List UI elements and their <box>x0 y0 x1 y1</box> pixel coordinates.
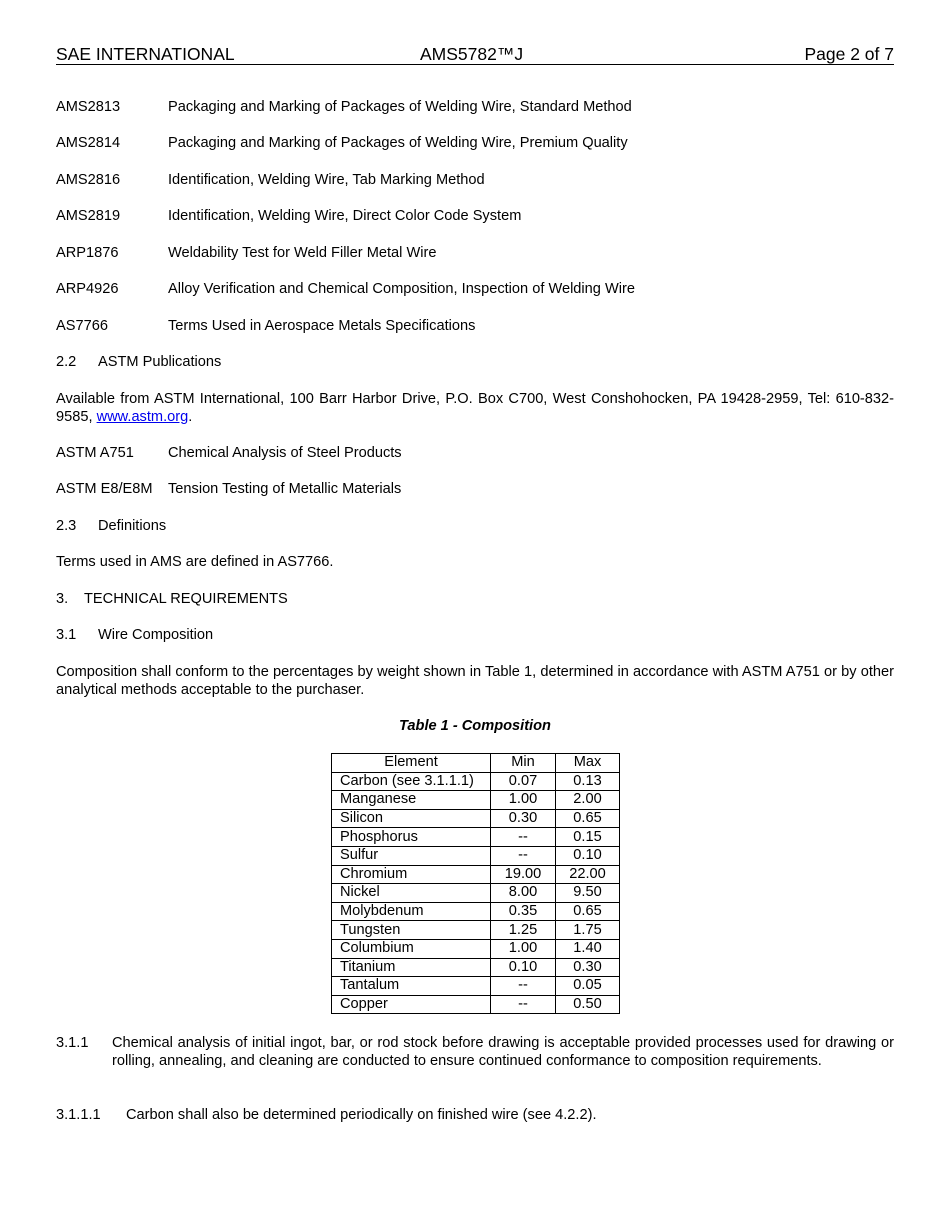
element-cell: Molybdenum <box>332 902 491 921</box>
section-number: 3.1 <box>56 627 77 643</box>
min-cell: -- <box>491 977 556 996</box>
reference-title: Terms Used in Aerospace Metals Specifications <box>168 318 476 334</box>
availability-end: . <box>188 409 193 425</box>
max-cell: 0.30 <box>556 958 620 977</box>
column-header-min: Min <box>491 754 556 773</box>
astm-website-link[interactable]: www.astm.org <box>96 409 189 425</box>
reference-code: ARP1876 <box>56 245 119 261</box>
section-text: Carbon shall also be determined periodically on finished wire (see 4.2.2). <box>126 1107 597 1123</box>
min-cell: 8.00 <box>491 884 556 903</box>
element-cell: Phosphorus <box>332 828 491 847</box>
max-cell: 0.15 <box>556 828 620 847</box>
section-title: TECHNICAL REQUIREMENTS <box>84 591 288 607</box>
section-title: Wire Composition <box>98 627 214 643</box>
max-cell: 2.00 <box>556 791 620 810</box>
element-cell: Silicon <box>332 809 491 828</box>
min-cell: 0.10 <box>491 958 556 977</box>
element-cell: Chromium <box>332 865 491 884</box>
max-cell: 0.10 <box>556 846 620 865</box>
reference-title: Alloy Verification and Chemical Composition, Inspection of Welding Wire <box>168 281 635 297</box>
min-cell: 1.00 <box>491 791 556 810</box>
max-cell: 1.40 <box>556 939 620 958</box>
table-caption: Table 1 - Composition <box>399 718 551 734</box>
max-cell: 0.65 <box>556 809 620 828</box>
reference-title: Packaging and Marking of Packages of Welding Wire, Premium Quality <box>168 135 628 151</box>
min-cell: 1.25 <box>491 921 556 940</box>
max-cell: 0.05 <box>556 977 620 996</box>
min-cell: -- <box>491 995 556 1014</box>
reference-title: Weldability Test for Weld Filler Metal Wire <box>168 245 437 261</box>
element-cell: Manganese <box>332 791 491 810</box>
table-body <box>332 772 620 1014</box>
page-header <box>56 44 894 65</box>
min-cell: -- <box>491 828 556 847</box>
section-number: 2.3 <box>56 518 77 534</box>
table-row <box>332 921 620 940</box>
min-cell: 1.00 <box>491 939 556 958</box>
max-cell: 0.13 <box>556 772 620 791</box>
table-row <box>332 809 620 828</box>
table-row <box>332 846 620 865</box>
reference-code: ASTM A751 <box>56 445 134 461</box>
min-cell: 0.30 <box>491 809 556 828</box>
max-cell: 22.00 <box>556 865 620 884</box>
table-row <box>332 865 620 884</box>
reference-title: Identification, Welding Wire, Tab Marking Method <box>168 172 485 188</box>
table-row <box>332 791 620 810</box>
header-document-number: AMS5782™J <box>420 44 524 64</box>
table-row <box>332 828 620 847</box>
reference-code: AMS2814 <box>56 135 121 151</box>
availability-text: Available from ASTM International, 100 Barr Harbor Drive, P.O. Box C700, West Conshohocken, PA 19428-2959, Tel: 610-832-9585, <box>56 391 894 425</box>
max-cell: 0.50 <box>556 995 620 1014</box>
reference-code: AMS2813 <box>56 99 121 115</box>
reference-code: ARP4926 <box>56 281 119 297</box>
composition-table <box>331 753 620 1014</box>
section-number: 2.2 <box>56 354 77 370</box>
min-cell: 19.00 <box>491 865 556 884</box>
max-cell: 0.65 <box>556 902 620 921</box>
column-header-max: Max <box>556 754 620 773</box>
element-cell: Sulfur <box>332 846 491 865</box>
reference-title: Chemical Analysis of Steel Products <box>168 445 402 461</box>
section-text: Chemical analysis of initial ingot, bar, or rod stock before drawing is acceptable provided processes used for drawing or rolling, annealing, and cleaning are conducted to ensure continued conformance to composition requirements. <box>112 1035 894 1069</box>
reference-code: AS7766 <box>56 318 108 334</box>
header-page-number: Page 2 of 7 <box>804 44 894 64</box>
table-row <box>332 772 620 791</box>
reference-title: Identification, Welding Wire, Direct Color Code System <box>168 208 522 224</box>
section-number: 3. <box>56 591 69 607</box>
min-cell: -- <box>491 846 556 865</box>
table-row <box>332 977 620 996</box>
section-number: 3.1.1.1 <box>56 1107 101 1123</box>
column-header-element: Element <box>332 754 491 773</box>
element-cell: Nickel <box>332 884 491 903</box>
definitions-paragraph: Terms used in AMS are defined in AS7766. <box>56 554 334 570</box>
min-cell: 0.35 <box>491 902 556 921</box>
table-row <box>332 958 620 977</box>
element-cell: Carbon (see 3.1.1.1) <box>332 772 491 791</box>
table-header-row <box>332 754 620 773</box>
section-number: 3.1.1 <box>56 1035 89 1051</box>
composition-paragraph: Composition shall conform to the percentages by weight shown in Table 1, determined in accordance with ASTM A751 or by other analytical methods acceptable to the purchaser. <box>56 664 894 698</box>
max-cell: 9.50 <box>556 884 620 903</box>
min-cell: 0.07 <box>491 772 556 791</box>
element-cell: Tantalum <box>332 977 491 996</box>
table-row <box>332 995 620 1014</box>
astm-availability-paragraph <box>56 390 894 426</box>
table-row <box>332 939 620 958</box>
reference-title: Packaging and Marking of Packages of Welding Wire, Standard Method <box>168 99 632 115</box>
element-cell: Tungsten <box>332 921 491 940</box>
reference-code: AMS2819 <box>56 208 121 224</box>
element-cell: Columbium <box>332 939 491 958</box>
reference-code: AMS2816 <box>56 172 121 188</box>
reference-title: Tension Testing of Metallic Materials <box>168 481 402 497</box>
table-row <box>332 902 620 921</box>
section-title: Definitions <box>98 518 167 534</box>
max-cell: 1.75 <box>556 921 620 940</box>
element-cell: Titanium <box>332 958 491 977</box>
table-row <box>332 884 620 903</box>
reference-code: ASTM E8/E8M <box>56 481 153 497</box>
element-cell: Copper <box>332 995 491 1014</box>
section-title: ASTM Publications <box>98 354 222 370</box>
header-organization: SAE INTERNATIONAL <box>56 44 235 64</box>
